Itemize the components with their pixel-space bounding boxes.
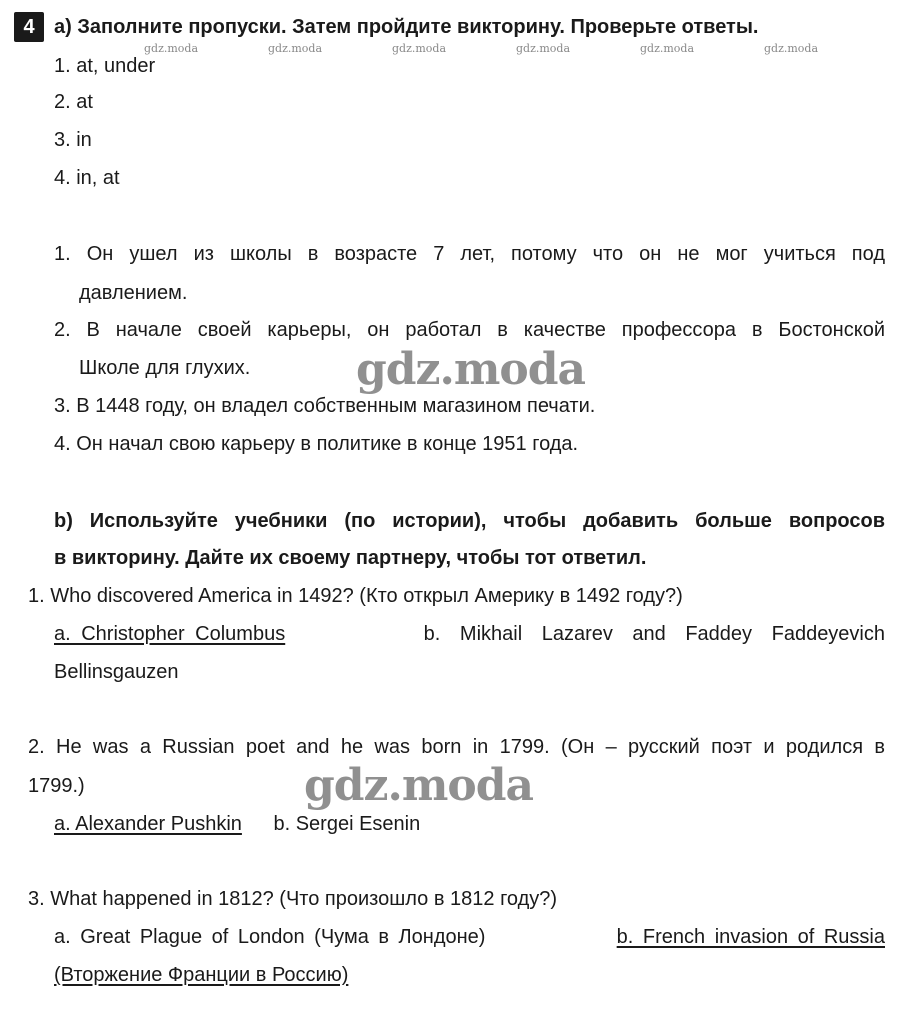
question-2-option-a-correct: a. Alexander Pushkin [54,813,242,835]
watermark-small: gdz.moda [764,42,819,55]
watermark-large: gdz.moda [304,760,534,811]
question-2-option-b: b. Sergei Esenin [273,813,421,835]
part-a-heading: a) Заполните пропуски. Затем пройдите викторину. Проверьте ответы. [54,16,759,38]
question-1-option-a-correct: a. Christopher Columbus [54,623,286,645]
question-3-option-b-correct: b. French invasion of Russia [616,926,885,948]
sentence-1: 1. Он ушел из школы в возрасте 7 лет, потому что он не мог учиться под [54,243,885,265]
sentence-2-cont: Школе для глухих. [79,357,251,379]
watermark-small: gdz.moda [268,42,323,55]
question-2: 2. He was a Russian poet and he was born in 1799. (Он – русский поэт и родился в [28,736,885,758]
question-3-options [54,925,885,949]
part-b-heading-cont: в викторину. Дайте их своему партнеру, чтобы тот ответил. [54,547,647,569]
watermark-small: gdz.moda [640,42,695,55]
question-1-option-b: b. Mikhail Lazarev and Faddey Faddeyevich [423,623,885,645]
answer-item: 2. at [54,91,93,113]
question-3-option-a: a. Great Plague of London (Чума в Лондоне) [54,926,486,948]
question-2-cont: 1799.) [28,775,85,797]
question-1-option-b-cont: Bellinsgauzen [54,661,179,683]
watermark-large: gdz.moda [356,344,586,395]
answer-item: 1. at, under [54,55,156,77]
sentence-4: 4. Он начал свою карьеру в политике в конце 1951 года. [54,433,579,455]
part-b-heading: b) Используйте учебники (по истории), чтобы добавить больше вопросов [54,510,885,532]
watermark-small: gdz.moda [144,42,199,55]
exercise-number-badge: 4 [14,12,44,42]
question-3-option-b-cont: (Вторжение Франции в Россию) [54,964,349,986]
watermark-small: gdz.moda [392,42,447,55]
sentence-2: 2. В начале своей карьеры, он работал в качестве профессора в Бостонской [54,319,885,341]
question-3: 3. What happened in 1812? (Что произошло в 1812 году?) [28,888,558,910]
answer-item: 4. in, at [54,167,120,189]
watermark-small: gdz.moda [516,42,571,55]
sentence-1-cont: давлением. [79,282,188,304]
sentence-3: 3. В 1448 году, он владел собственным магазином печати. [54,395,596,417]
question-1: 1. Who discovered America in 1492? (Кто открыл Америку в 1492 году?) [28,585,683,607]
question-1-options [54,622,885,646]
question-2-options [54,812,420,836]
answer-item: 3. in [54,129,92,151]
